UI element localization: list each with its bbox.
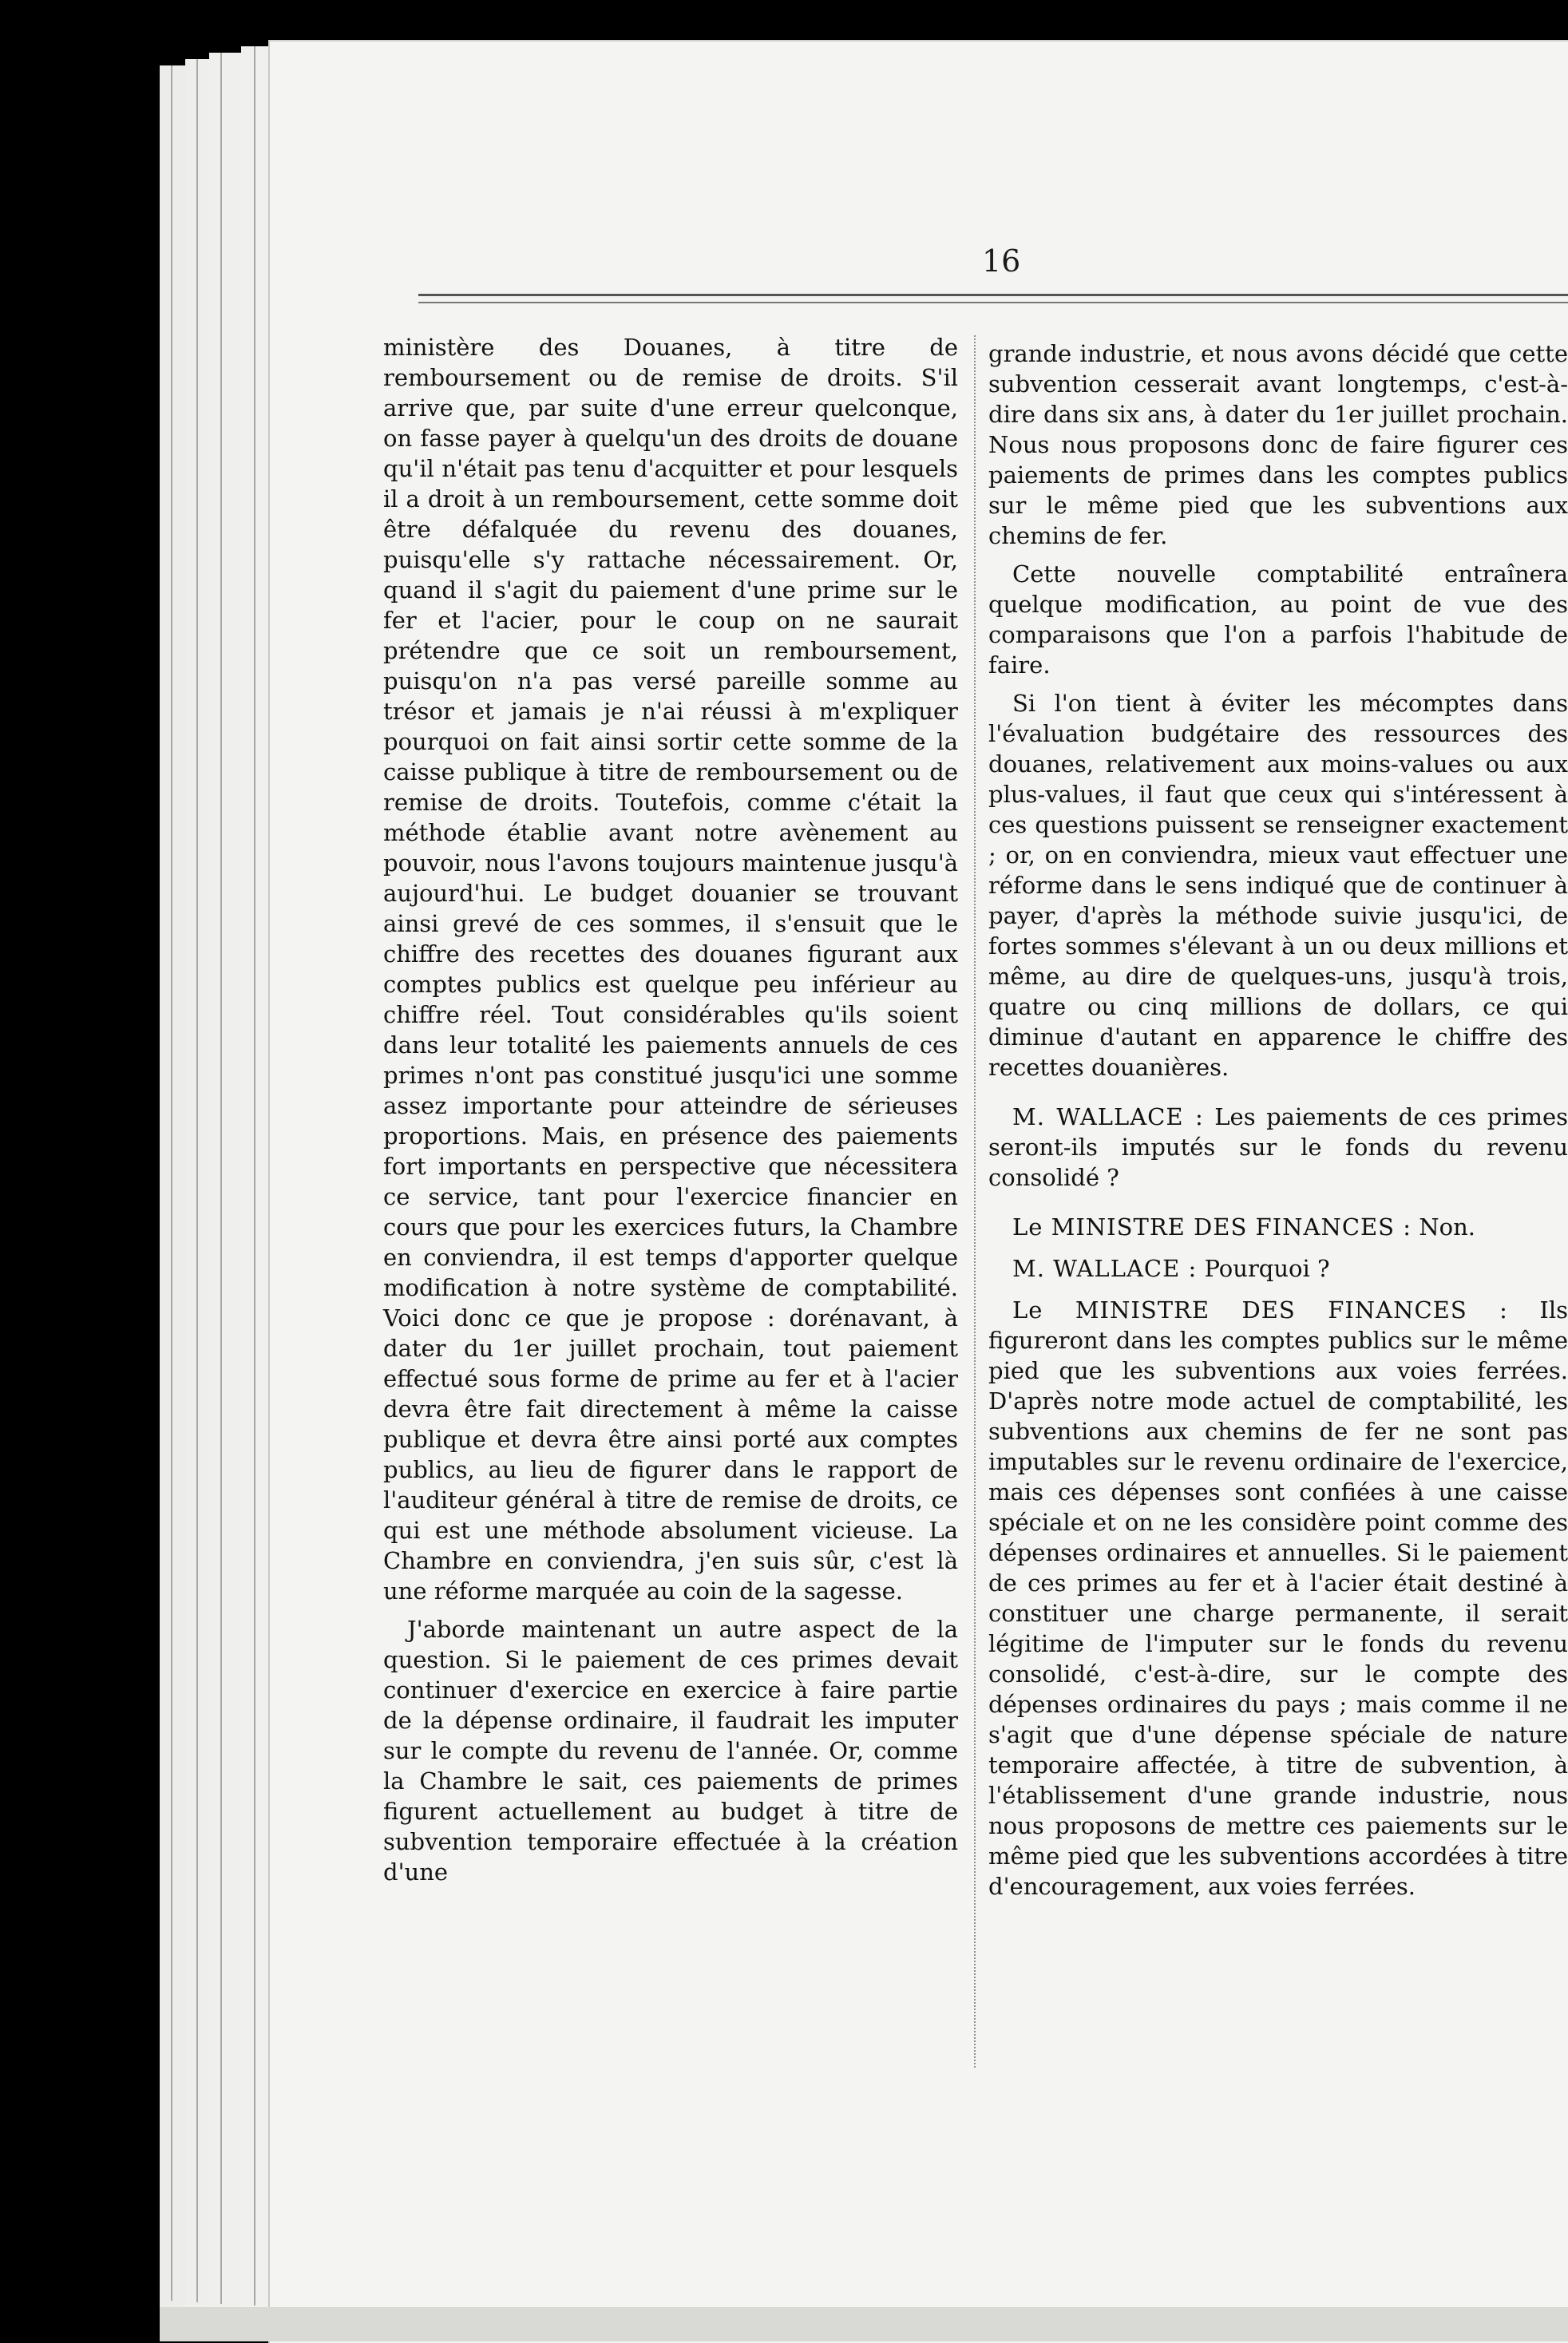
page-number: 16 [982, 243, 1021, 279]
paragraph: Si l'on tient à éviter les mécomptes dans l'évaluation budgétaire des ressources des douanes, relativement aux moins-values ou aux plus-values, il faut que ceux qui s'intéressent à ces questions puissent se renseigner exactement ; or, on en conviendra, mieux vaut effectuer une réforme dans le sens indiqué que de continuer à payer, d'après la méthode suivie jusqu'ici, de fortes sommes s'élevant à un ou deux millions et même, au dire de quelques-uns, jusqu'à trois, quatre ou cinq millions de dollars, ce qui diminue d'autant en apparence le chiffre des recettes douanières. [988, 690, 1568, 1081]
paragraph: grande industrie, et nous avons décidé que cette subvention cesserait avant longtemps, c'est-à-dire dans six ans, à dater du 1er juillet prochain. Nous nous proposons donc de faire figurer ces paiements de primes dans les comptes publics sur le même pied que les subventions aux chemins de fer. [988, 340, 1568, 549]
speaker-name: M. WALLACE : [1012, 1103, 1204, 1130]
page-edge-line [196, 59, 198, 2302]
exchange-entry [988, 1253, 1568, 1284]
exchange-entry [988, 1102, 1568, 1193]
paragraph: ministère des Douanes, à titre de remboursement ou de remise de droits. S'il arrive que, par suite d'une erreur quelconque, on fasse payer à quelqu'un des droits de douane qu'il n'était pas tenu d'acquitter et pour lesquels il a droit à un remboursement, cette somme doit être défalquée du revenu des douanes, puisqu'elle s'y rattache nécessairement. Or, quand il s'agit du paiement d'une prime sur le fer et l'acier, pour le coup on ne saurait prétendre que ce soit un remboursement, puisqu'on n'a pas versé pareille somme au trésor et jamais je n'ai réussi à m'expliquer pourquoi on fait ainsi sortir cette somme de la caisse publique à titre de remboursement ou de remise de droits. Toutefois, comme c'était la méthode établie avant notre avènement au pouvoir, nous l'avons toujours maintenue jusqu'à aujourd'hui. Le budget douanier se trouvant ainsi grevé de ces sommes, il s'ensuit que le chiffre des recettes des douanes figurant aux comptes publics est quelque peu inférieur au chiffre réel. Tout considérables qu'ils soient dans leur totalité les paiements annuels de ces primes n'ont pas constitué jusqu'ici une somme assez importante pour atteindre de sérieuses proportions. Mais, en présence des paiements fort importants en perspective que nécessitera ce service, tant pour l'exercice financier en cours que pour les exercices futurs, la Chambre en conviendra, il est temps d'apporter quelque modification à notre système de comptabilité. Voici donc ce que je propose : dorénavant, à dater du 1er juillet prochain, tout paiement effectué sous forme de prime au fer et à l'acier devra être fait directement à même la caisse publique et devra être ainsi porté aux comptes publics, au lieu de figurer dans le rapport de l'auditeur général à titre de remise de droits, ce qui est une méthode absolument vicieuse. La Chambre en conviendra, j'en suis sûr, c'est là une réforme marquée au coin de la sagesse. [383, 334, 958, 1605]
speech-text: Les paiements de ces primes seront-ils imputés sur le fonds du revenu consolidé ? [988, 1103, 1568, 1191]
header-rule [418, 302, 1568, 303]
exchange-entry [988, 1295, 1568, 1902]
speaker-name: Le MINISTRE DES FINANCES : [1012, 1296, 1508, 1324]
speaker-name: M. WALLACE : [1012, 1255, 1198, 1282]
speech-text: Non. [1419, 1213, 1475, 1241]
page-edge-line [220, 53, 222, 2304]
page-edge-line [254, 46, 255, 2305]
exchange-entry [988, 1212, 1568, 1242]
right-column [988, 338, 1568, 1910]
column-divider [974, 335, 977, 2068]
paragraph: J'aborde maintenant un autre aspect de la question. Si le paiement de ces primes devait continuer d'exercice en exercice à faire partie de la dépense ordinaire, il faudrait les imputer sur le compte du revenu de l'année. Or, comme la Chambre le sait, ces paiements de primes figurent actuellement au budget à titre de subvention temporaire effectuée à la création d'une [383, 1616, 958, 1886]
page-edge-line [171, 65, 172, 2301]
left-column [383, 332, 958, 1895]
speech-text: Ils figureront dans les comptes publics sur le même pied que les subventions aux voies ferrées. D'après notre mode actuel de comptabilité, les subventions aux chemins de fer ne sont pas imputables sur le revenu ordinaire de l'exercice, mais ces dépenses sont confiées à une caisse spéciale et on ne les considère point comme des dépenses ordinaires et annuelles. Si le paiement de ces primes au fer et à l'acier était destiné à constituer une charge permanente, il serait légitime de l'imputer sur le fonds du revenu consolidé, c'est-à-dire, sur le compte des dépenses ordinaires du pays ; mais comme il ne s'agit que d'une dépense spéciale de nature temporaire affectée, à titre de subvention, à l'établissement d'une grande industrie, nous nous proposons de mettre ces paiements sur le même pied que les subventions accordées à titre d'encouragement, aux voies ferrées. [988, 1296, 1568, 1900]
paragraph: Cette nouvelle comptabilité entraînera quelque modification, au point de vue des comparaisons que l'on a parfois l'habitude de faire. [988, 560, 1568, 679]
page-bottom-shadow [160, 2307, 1568, 2341]
header-rule [418, 294, 1568, 296]
speaker-name: Le MINISTRE DES FINANCES : [1012, 1213, 1412, 1241]
speech-text: Pourquoi ? [1204, 1255, 1330, 1282]
